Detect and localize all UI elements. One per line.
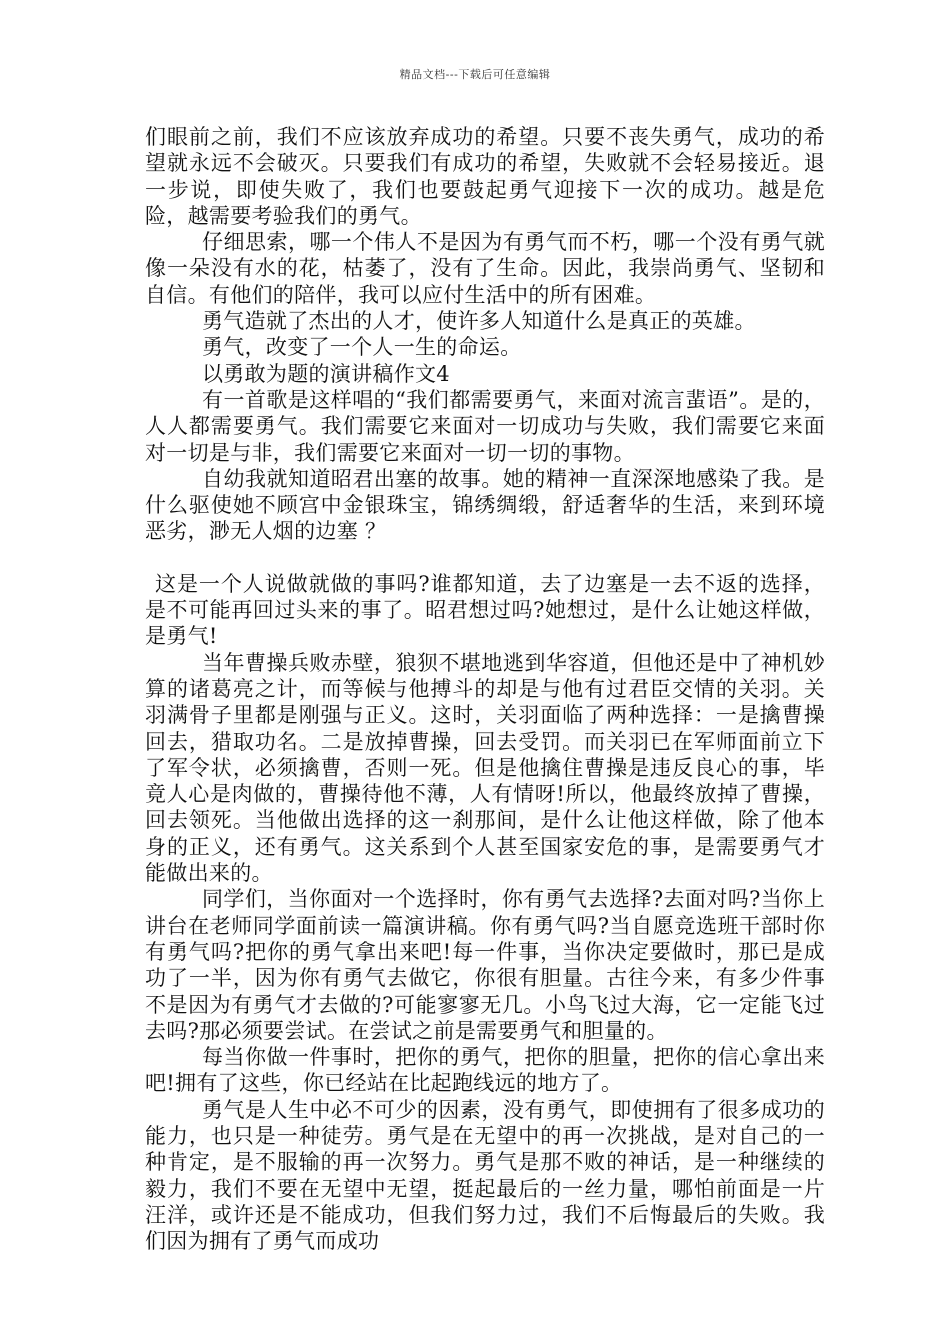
paragraph: 有一首歌是这样唱的“我们都需要勇气，来面对流言蜚语”。是的，人人都需要勇气。我们需要它来面对一切成功与失败，我们需要它来面对一切是与非，我们需要它来面对一切一切的事物。 [145, 387, 825, 465]
paragraph: 勇气是人生中必不可少的因素，没有勇气，即使拥有了很多成功的能力，也只是一种徒劳。勇气是在无望中的再一次挑战，是对自己的一种肯定，是不服输的再一次努力。勇气是那不败的神话，是一种继续的毅力，我们不要在无望中无望，挺起最后的一丝力量，哪怕前面是一片汪洋，或许还是不能成功，但我们努力过，我们不后悔最后的失败。我们因为拥有了勇气而成功 [145, 1097, 825, 1254]
section-heading: 以勇敢为题的演讲稿作文4 [202, 361, 450, 386]
paragraph: 每当你做一件事时，把你的勇气，把你的胆量，把你的信心拿出来吧!拥有了这些，你已经站在比起跑线远的地方了。 [145, 1045, 825, 1096]
paragraph: 自幼我就知道昭君出塞的故事。她的精神一直深深地感染了我。是什么驱使她不顾宫中金银珠宝，锦绣绸缎，舒适奢华的生活，来到环境恶劣，渺无人烟的边塞 ？ [145, 466, 825, 544]
paragraph: 这是一个人说做就做的事吗?谁都知道，去了边塞是一去不返的选择，是不可能再回过头来的事了。昭君想过吗?她想过，是什么让她这样做，是勇气! [145, 571, 825, 649]
page-header: 精品文档---下载后可任意编辑 [399, 68, 551, 81]
paragraph: 勇气造就了杰出的人才，使许多人知道什么是真正的英雄。 [202, 309, 756, 334]
paragraph: 们眼前之前，我们不应该放弃成功的希望。只要不丧失勇气，成功的希望就永远不会破灭。只要我们有成功的希望，失败就不会轻易接近。退一步说，即使失败了，我们也要鼓起勇气迎接下一次的成功。越是危险，越需要考验我们的勇气。 [145, 125, 825, 228]
paragraph: 勇气，改变了一个人一生的命运。 [202, 335, 522, 360]
paragraph: 仔细思索，哪一个伟人不是因为有勇气而不朽，哪一个没有勇气就像一朵没有水的花，枯萎了，没有了生命。因此，我崇尚勇气、坚韧和自信。有他们的陪伴，我可以应付生活中的所有困难。 [145, 230, 825, 307]
paragraph: 当年曹操兵败赤壁，狼狈不堪地逃到华容道，但他还是中了神机妙算的诸葛亮之计，而等候与他搏斗的却是与他有过君臣交情的关羽。关羽满骨子里都是刚强与正义。这时，关羽面临了两种选择：一是擒曹操回去，猎取功名。二是放掉曹操，回去受罚。而关羽已在军师面前立下了军令状，必须擒曹，否则一死。但是他擒住曹操是违反良心的事，毕竟人心是肉做的，曹操待他不薄，人有情呀!所以，他最终放掉了曹操，回去领死。当他做出选择的这一刹那间，是什么让他这样做，除了他本身的正义，还有勇气。这关系到个人甚至国家安危的事，是需要勇气才能做出来的。 [145, 650, 825, 886]
document-body [145, 124, 825, 1254]
paragraph: 同学们，当你面对一个选择时，你有勇气去选择?去面对吗?当你上讲台在老师同学面前读一篇演讲稿。你有勇气吗?当自愿竞选班干部时你有勇气吗?把你的勇气拿出来吧!每一件事，当你决定要做时，那已是成功了一半，因为你有勇气去做它，你很有胆量。古往今来，有多少件事不是因为有勇气才去做的?可能寥寥无几。小鸟飞过大海，它一定能飞过去吗?那必须要尝试。在尝试之前是需要勇气和胆量的。 [145, 887, 825, 1043]
